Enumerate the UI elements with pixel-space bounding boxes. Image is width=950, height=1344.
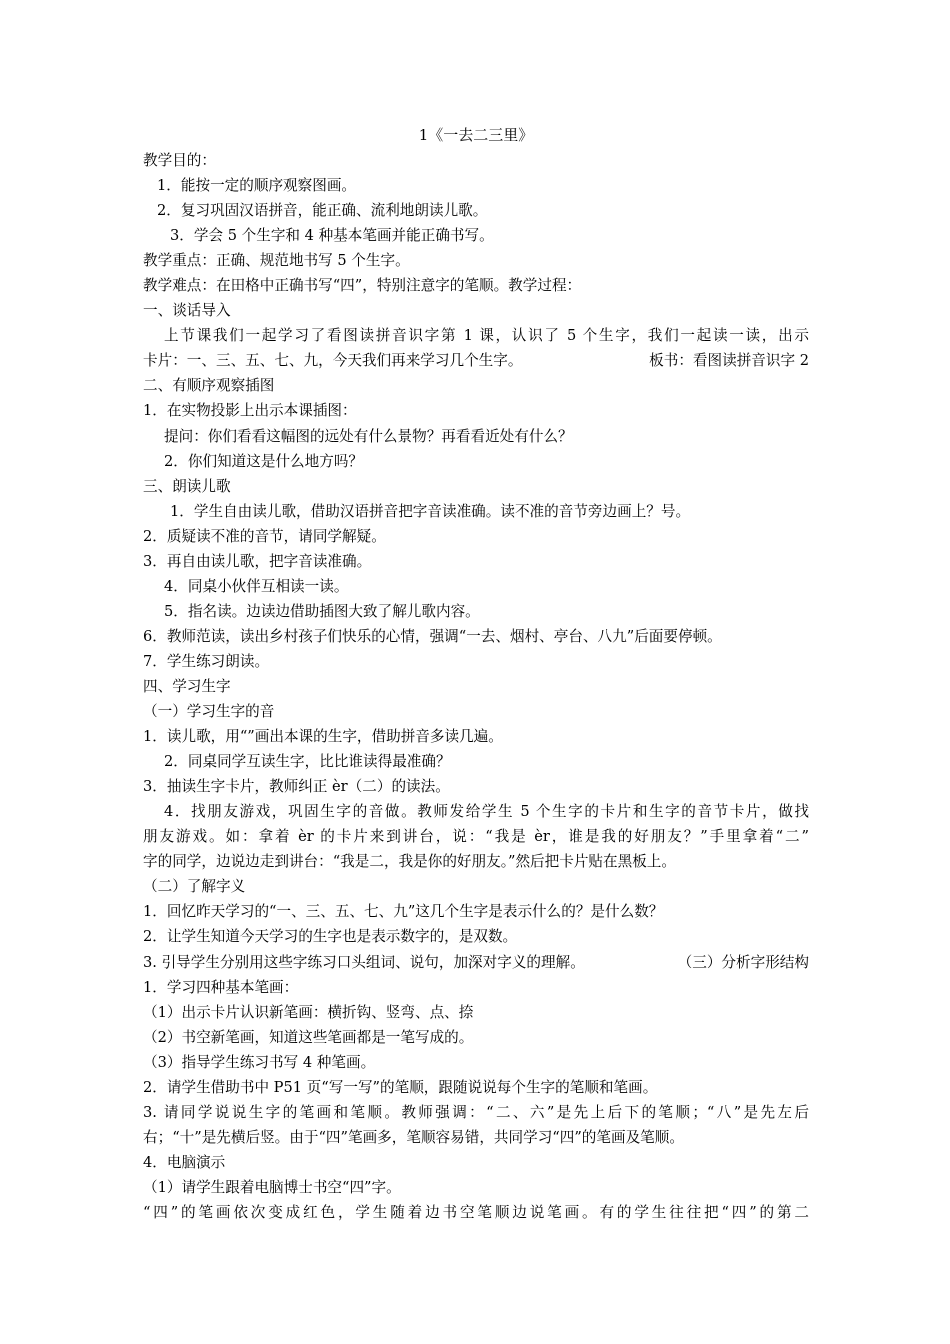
document-title: 1《一去二三里》 bbox=[418, 126, 534, 144]
list-item: 2．质疑读不准的音节，请同学解疑。 bbox=[143, 527, 386, 545]
list-item: 7．学生练习朗读。 bbox=[143, 652, 270, 670]
list-item bbox=[143, 950, 809, 975]
list-item: 2．请学生借助书中 P51 页“写一写”的笔顺，跟随说说每个生字的笔顺和笔画。 bbox=[143, 1078, 658, 1096]
list-item: 1．学习四种基本笔画： bbox=[143, 978, 299, 996]
question-line: 提问：你们看看这幅图的远处有什么景物？再看看近处有什么？ bbox=[164, 427, 573, 445]
list-item: （2）书空新笔画，知道这些笔画都是一笔写成的。 bbox=[143, 1028, 474, 1046]
paragraph-line: 4．找朋友游戏，巩固生字的音做。教师发给学生 5 个生字的卡片和生字的音节卡片，做找 bbox=[164, 803, 809, 821]
list-item: 4．电脑演示 bbox=[143, 1153, 226, 1171]
list-item: 4．同桌小伙伴互相读一读。 bbox=[164, 577, 349, 595]
list-item: 2．同桌同学互读生字，比比谁读得最准确？ bbox=[164, 753, 451, 771]
subsection-heading: （一）学习生字的音 bbox=[143, 703, 275, 721]
board-writing: 板书：看图读拼音识字 2 bbox=[649, 352, 809, 370]
paragraph-text: 卡片：一、三、五、七、九，今天我们再来学习几个生字。 bbox=[143, 352, 523, 370]
section-heading: 一、谈话导入 bbox=[143, 302, 231, 320]
objective-item: 3．学会 5 个生字和 4 种基本笔画并能正确书写。 bbox=[170, 227, 494, 245]
section-heading: 二、有顺序观察插图 bbox=[143, 377, 275, 395]
paragraph-line: “四”的笔画依次变成红色，学生随着边书空笔顺边说笔画。有的学生往往把“四”的第二 bbox=[143, 1203, 809, 1221]
list-item: 1．读儿歌，用“”画出本课的生字，借助拼音多读几遍。 bbox=[143, 728, 503, 746]
list-item: 1．学生自由读儿歌，借助汉语拼音把字音读准确。读不准的音节旁边画上？号。 bbox=[170, 502, 691, 520]
key-point: 教学重点：正确、规范地书写 5 个生字。 bbox=[143, 252, 410, 270]
list-item: （1）请学生跟着电脑博士书空“四”字。 bbox=[143, 1178, 401, 1196]
list-item: 2．让学生知道今天学习的生字也是表示数字的，是双数。 bbox=[143, 928, 518, 946]
list-item: 5．指名读。边读边借助插图大致了解儿歌内容。 bbox=[164, 602, 480, 620]
list-item: 1．回忆昨天学习的“一、三、五、七、九”这几个生字是表示什么的？是什么数？ bbox=[143, 903, 664, 921]
difficult-point: 教学难点：在田格中正确书写“四”，特别注意字的笔顺。教学过程： bbox=[143, 277, 582, 295]
paragraph-line bbox=[143, 348, 809, 373]
paragraph-line: 右；“十”是先横后竖。由于“四”笔画多，笔顺容易错，共同学习“四”的笔画及笔顺。 bbox=[143, 1128, 684, 1146]
list-item: 1．在实物投影上出示本课插图： bbox=[143, 402, 357, 420]
list-item: 6．教师范读，读出乡村孩子们快乐的心情，强调“一去、烟村、亭台、八九”后面要停顿。 bbox=[143, 627, 722, 645]
paragraph-line: 上节课我们一起学习了看图读拼音识字第 1 课，认识了 5 个生字，我们一起读一读，出示 bbox=[164, 327, 809, 345]
list-item: 3．再自由读儿歌，把字音读准确。 bbox=[143, 552, 372, 570]
paragraph-line: 字的同学，边说边走到讲台：“我是二，我是你的好朋友。”然后把卡片贴在黑板上。 bbox=[143, 853, 676, 871]
objective-item: 2．复习巩固汉语拼音，能正确、流利地朗读儿歌。 bbox=[157, 202, 488, 220]
list-item-text: 3. 引导学生分别用这些字练习口头组词、说句，加深对字义的理解。 bbox=[143, 953, 585, 971]
paragraph-line: 朋友游戏。如：拿着 èr 的卡片来到讲台，说：“我是 èr，谁是我的好朋友？”手里拿着“二” bbox=[143, 828, 809, 846]
section-heading-objectives: 教学目的： bbox=[143, 152, 216, 169]
paragraph-line: 3. 请同学说说生字的笔画和笔顺。教师强调：“二、六”是先上后下的笔顺；“八”是先左后 bbox=[143, 1103, 809, 1121]
section-heading: 三、朗读儿歌 bbox=[143, 477, 231, 495]
section-heading: 四、学习生字 bbox=[143, 677, 231, 695]
subsection-heading: （三）分析字形结构 bbox=[677, 953, 809, 971]
list-item: （3）指导学生练习书写 4 种笔画。 bbox=[143, 1053, 376, 1071]
list-item: 3．抽读生字卡片，教师纠正 èr（二）的读法。 bbox=[143, 778, 450, 796]
document-page bbox=[143, 123, 809, 1225]
list-item: 2．你们知道这是什么地方吗？ bbox=[164, 452, 364, 470]
objective-item: 1．能按一定的顺序观察图画。 bbox=[157, 177, 357, 195]
subsection-heading: （二）了解字义 bbox=[143, 878, 246, 896]
list-item: （1）出示卡片认识新笔画：横折钩、竖弯、点、捺 bbox=[143, 1003, 474, 1021]
